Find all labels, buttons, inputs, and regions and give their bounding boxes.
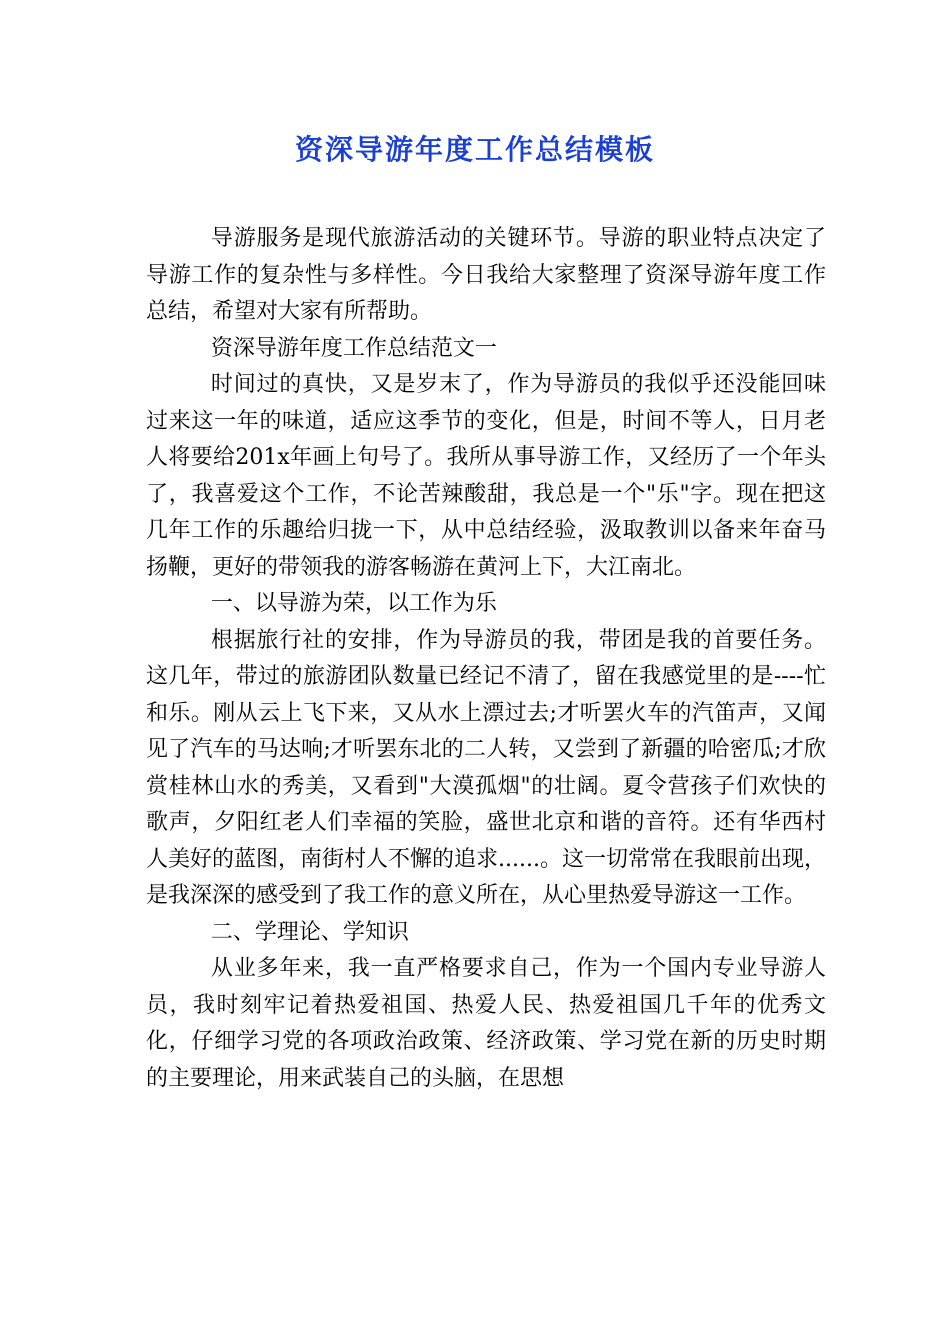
section-heading-1: 一、以导游为荣，以工作为乐 [210, 591, 497, 616]
paragraph-intro: 导游服务是现代旅游活动的关键环节。导游的职业特点决定了导游工作的复杂性与多样性。今日我给大家整理了资深导游年度工作总结，希望对大家有所帮助。 [146, 226, 826, 324]
paragraph-sample-heading: 资深导游年度工作总结范文一 [210, 335, 497, 361]
paragraph-opening: 时间过的真快，又是岁末了，作为导游员的我似乎还没能回味过来这一年的味道，适应这季节的变化，但是，时间不等人，日月老人将要给201x年画上句号了。我所从事导游工作，又经历了一个年头了，我喜爱这个工作，不论苦辣酸甜，我总是一个"乐"字。现在把这几年工作的乐趣给归拢一下，从中总结经验，汲取教训以备来年奋马扬鞭，更好的带领我的游客畅游在黄河上下，大江南北。 [146, 372, 826, 580]
section-heading-2: 二、学理论、学知识 [210, 919, 409, 945]
document-title: 资深导游年度工作总结模板 [294, 133, 655, 166]
paragraph-section-1: 根据旅行社的安排，作为导游员的我，带团是我的首要任务。这几年，带过的旅游团队数量已经记不清了，留在我感觉里的是----忙和乐。刚从云上飞下来，又从水上漂过去;才听罢火车的汽笛声，又闻见了汽车的马达响;才听罢东北的二人转，又尝到了新疆的哈密瓜;才欣赏桂林山水的秀美，又看到"大漠孤烟"的壮阔。夏令营孩子们欢快的歌声，夕阳红老人们幸福的笑脸，盛世北京和谐的音符。还有华西村人美好的蓝图，南街村人不懈的追求......。这一切常常在我眼前出现，是我深深的感受到了我工作的意义所在，从心里热爱导游这一工作。 [146, 627, 826, 908]
document-body [146, 221, 826, 1097]
paragraph-section-2: 从业多年来，我一直严格要求自己，作为一个国内专业导游人员，我时刻牢记着热爱祖国、热爱人民、热爱祖国几千年的优秀文化，仔细学习党的各项政治政策、经济政策、学习党在新的历史时期的主要理论，用来武装自己的头脑，在思想 [146, 956, 826, 1091]
